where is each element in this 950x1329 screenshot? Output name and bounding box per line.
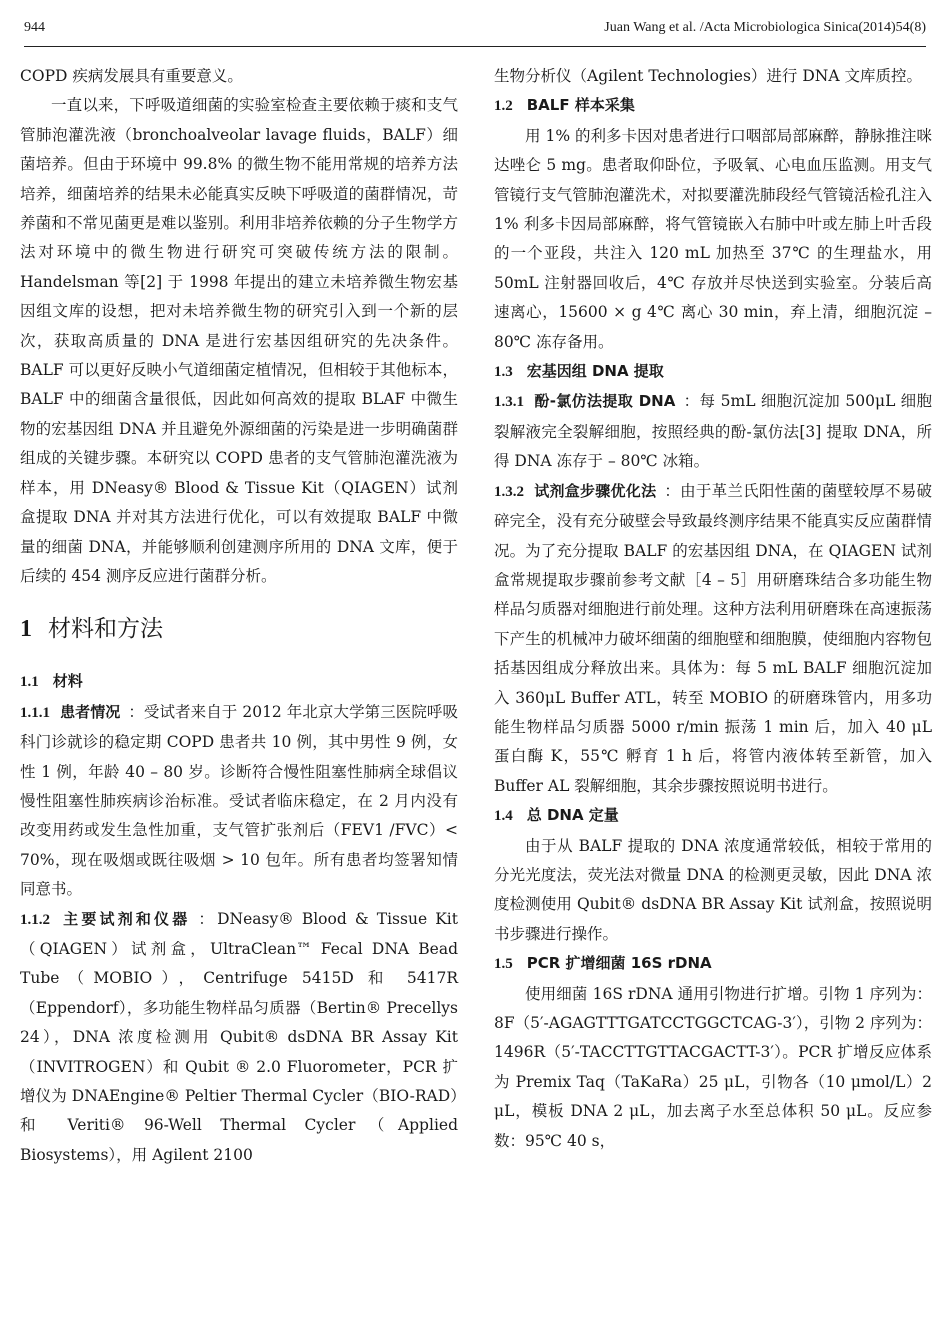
left-column <box>20 62 458 1170</box>
subsubsection-heading <box>20 910 190 928</box>
subsection-title: BALF 样本采集 <box>526 96 635 115</box>
paragraph-1-5: 使用细菌 16S rDNA 通用引物进行扩增。引物 1 序列为：8F（5′-AGAGTTTGATCCTGGCTCAG-3′），引物 2 序列为：1496R（5′-TACCTTGTTACGACTT-3′）。PCR 扩增反应体系为 Premix Taq（TaKaRa）25 μL，引物各（10 μmol/L）2 μL，模板 DNA 2 μL，加去离子水至总体积 50 μL。反应参数：95℃ 40 s， <box>494 984 932 1150</box>
subsection-1-3-2 <box>494 477 932 801</box>
page-header <box>24 14 926 47</box>
subsubsection-title: 主要试剂和仪器 <box>60 909 191 928</box>
subsection-number: 1.1 <box>20 674 39 691</box>
subsubsection-heading <box>494 392 675 410</box>
subsubsection-title: 酚-氯仿法提取 DNA <box>534 392 676 411</box>
paragraph-continued: COPD 疾病发展具有重要意义。 <box>20 67 243 85</box>
subsection-title: 宏基因组 DNA 提取 <box>526 362 664 381</box>
subsection-1-1-1 <box>20 698 458 905</box>
subsubsection-number: 1.1.1 <box>20 704 50 721</box>
section-title: 材料和方法 <box>48 616 163 643</box>
subsection-1-1-2 <box>20 905 458 1171</box>
page-number: 944 <box>24 20 45 35</box>
subsubsection-heading <box>494 482 656 500</box>
subsection-number: 1.5 <box>494 956 513 973</box>
subsection-title: 材料 <box>52 672 83 691</box>
subsubsection-title: 试剂盒步骤优化法 <box>534 481 657 500</box>
subsection-number: 1.3 <box>494 364 513 381</box>
subsubsection-number: 1.3.2 <box>494 483 524 500</box>
subsection-title: PCR 扩增细菌 16S rDNA <box>526 954 712 973</box>
running-title: Juan Wang et al. /Acta Microbiologica Sinica(2014)54(8) <box>604 20 926 35</box>
subsubsection-number: 1.3.1 <box>494 394 524 411</box>
subsubsection-text: ：由于革兰氏阳性菌的菌壁较厚不易破碎完全，没有充分破壁会导致最终测序结果不能真实反应菌群情况。为了充分提取 BALF 的宏基因组 DNA，在 QIAGEN 试剂盒常规提取步骤前参考文献［4 – 5］用研磨珠结合多功能生物样品匀质器对细胞进行前处理。这种方法利用研磨珠在高速振荡下产生的机械冲力破坏细菌的细胞壁和细胞膜，使细胞内容物包括基因组成分释放出来。具体为：每 5 mL BALF 细胞沉淀加入 360μL Buffer ATL，转至 MOBIO 的研磨珠管内，用多功能生物样品匀质器 5000 r/min 振荡 1 min 后，加入 40 μL 蛋白酶 K，55℃ 孵育 1 h 后，将管内液体转至新管，加入 Buffer AL 裂解细胞，其余步骤按照说明书进行。 <box>494 481 932 795</box>
subsection-1-3-1 <box>494 387 932 476</box>
right-column <box>494 62 932 1156</box>
subsection-heading-1-5 <box>494 949 932 979</box>
subsubsection-text: ：DNeasy® Blood & Tissue Kit（QIAGEN）试剂盒，UltraClean™ Fecal DNA Bead Tube（MOBIO），Centrifuge 5415D 和 5417R（Eppendorf），多功能生物样品匀质器（Bertin® Precellys 24），DNA 浓度检测用 Qubit® dsDNA BR Assay Kit（INVITROGEN）和 Qubit ® 2.0 Fluorometer，PCR 扩增仪为 DNAEngine® Peltier Thermal Cycler（BIO-RAD）和 Veriti® 96-Well Thermal Cycler（Applied Biosystems），用 Agilent 2100 <box>20 909 458 1164</box>
paragraph-continued: 生物分析仪（Agilent Technologies）进行 DNA 文库质控。 <box>494 67 922 85</box>
subsection-number: 1.2 <box>494 98 513 115</box>
subsection-number: 1.4 <box>494 808 513 825</box>
subsection-heading-1-3 <box>494 357 932 387</box>
subsection-title: 总 DNA 定量 <box>526 806 619 825</box>
intro-paragraph: 一直以来，下呼吸道细菌的实验室检查主要依赖于痰和支气管肺泡灌洗液（bronchoalveolar lavage fluids，BALF）细菌培养。但由于环境中 99.8% 的微生物不能用常规的培养方法培养，细菌培养的结果未必能真实反映下呼吸道的菌群情况，苛养菌和不常见菌更是难以鉴别。利用非培养依赖的分子生物学方法对环境中的微生物进行研究可突破传统方法的限制。Handelsman 等[2] 于 1998 年提出的建立未培养微生物宏基因组文库的设想，把对未培养微生物的研究引入到一个新的层次，获取高质量的 DNA 是进行宏基因组研究的先决条件。BALF 可以更好反映小气道细菌定植情况，但相较于其他标本，BALF 中的细菌含量很低，因此如何高效的提取 BLAF 中微生物的宏基因组 DNA 并且避免外源细菌的污染是进一步明确菌群组成的关键步骤。本研究以 COPD 患者的支气管肺泡灌洗液为样本，用 DNeasy® Blood & Tissue Kit（QIAGEN）试剂盒提取 DNA 并对其方法进行优化，可以有效提取 BALF 中微量的细菌 DNA，并能够顺利创建测序所用的 DNA 文库，便于后续的 454 测序反应进行菌群分析。 <box>20 96 458 585</box>
subsubsection-number: 1.1.2 <box>20 911 50 928</box>
subsubsection-title: 患者情况 <box>60 702 121 721</box>
subsection-heading-1-4 <box>494 801 932 831</box>
subsubsection-text: ：受试者来自于 2012 年北京大学第三医院呼吸科门诊就诊的稳定期 COPD 患者共 10 例，其中男性 9 例，女性 1 例，年龄 40 – 80 岁。诊断符合慢性阻塞性肺病全球倡议慢性阻塞性肺疾病诊治标准。受试者临床稳定，在 2 月内没有改变用药或发生急性加重，支气管扩张剂后（FEV1 /FVC）< 70%，现在吸烟或既往吸烟 > 10 包年。所有患者均签署知情同意书。 <box>20 702 458 899</box>
subsection-heading-1-2 <box>494 91 932 121</box>
subsubsection-heading <box>20 703 120 721</box>
subsubsection-text: ：每 5mL 细胞沉淀加 500μL 细胞裂解液完全裂解细胞，按照经典的酚-氯仿法[3] 提取 DNA，所得 DNA 冻存于 – 80℃ 冰箱。 <box>494 392 933 471</box>
paragraph-1-4: 由于从 BALF 提取的 DNA 浓度通常较低，相较于常用的分光光度法，荧光法对微量 DNA 的检测更灵敏，因此 DNA 浓度检测使用 Qubit® dsDNA BR Assay Kit 试剂盒，按照说明书步骤进行操作。 <box>494 836 932 943</box>
section-number: 1 <box>20 616 32 643</box>
paragraph-1-2: 用 1% 的利多卡因对患者进行口咽部局部麻醉，静脉推注咪达唑仑 5 mg。患者取仰卧位，予吸氧、心电血压监测。用支气管镜行支气管肺泡灌洗术，对拟要灌洗肺段经气管镜活检孔注入 1% 利多卡因局部麻醉，将气管镜嵌入右肺中叶或左肺上叶舌段的一个亚段，共注入 120 mL 加热至 37℃ 的生理盐水，用 50mL 注射器回收后，4℃ 存放并尽快送到实验室。分装后高速离心，15600 × g 4℃ 离心 30 min，弃上清，细胞沉淀 – 80℃ 冻存备用。 <box>494 126 932 351</box>
subsection-heading-1-1 <box>20 667 458 697</box>
section-heading-1 <box>20 613 458 645</box>
